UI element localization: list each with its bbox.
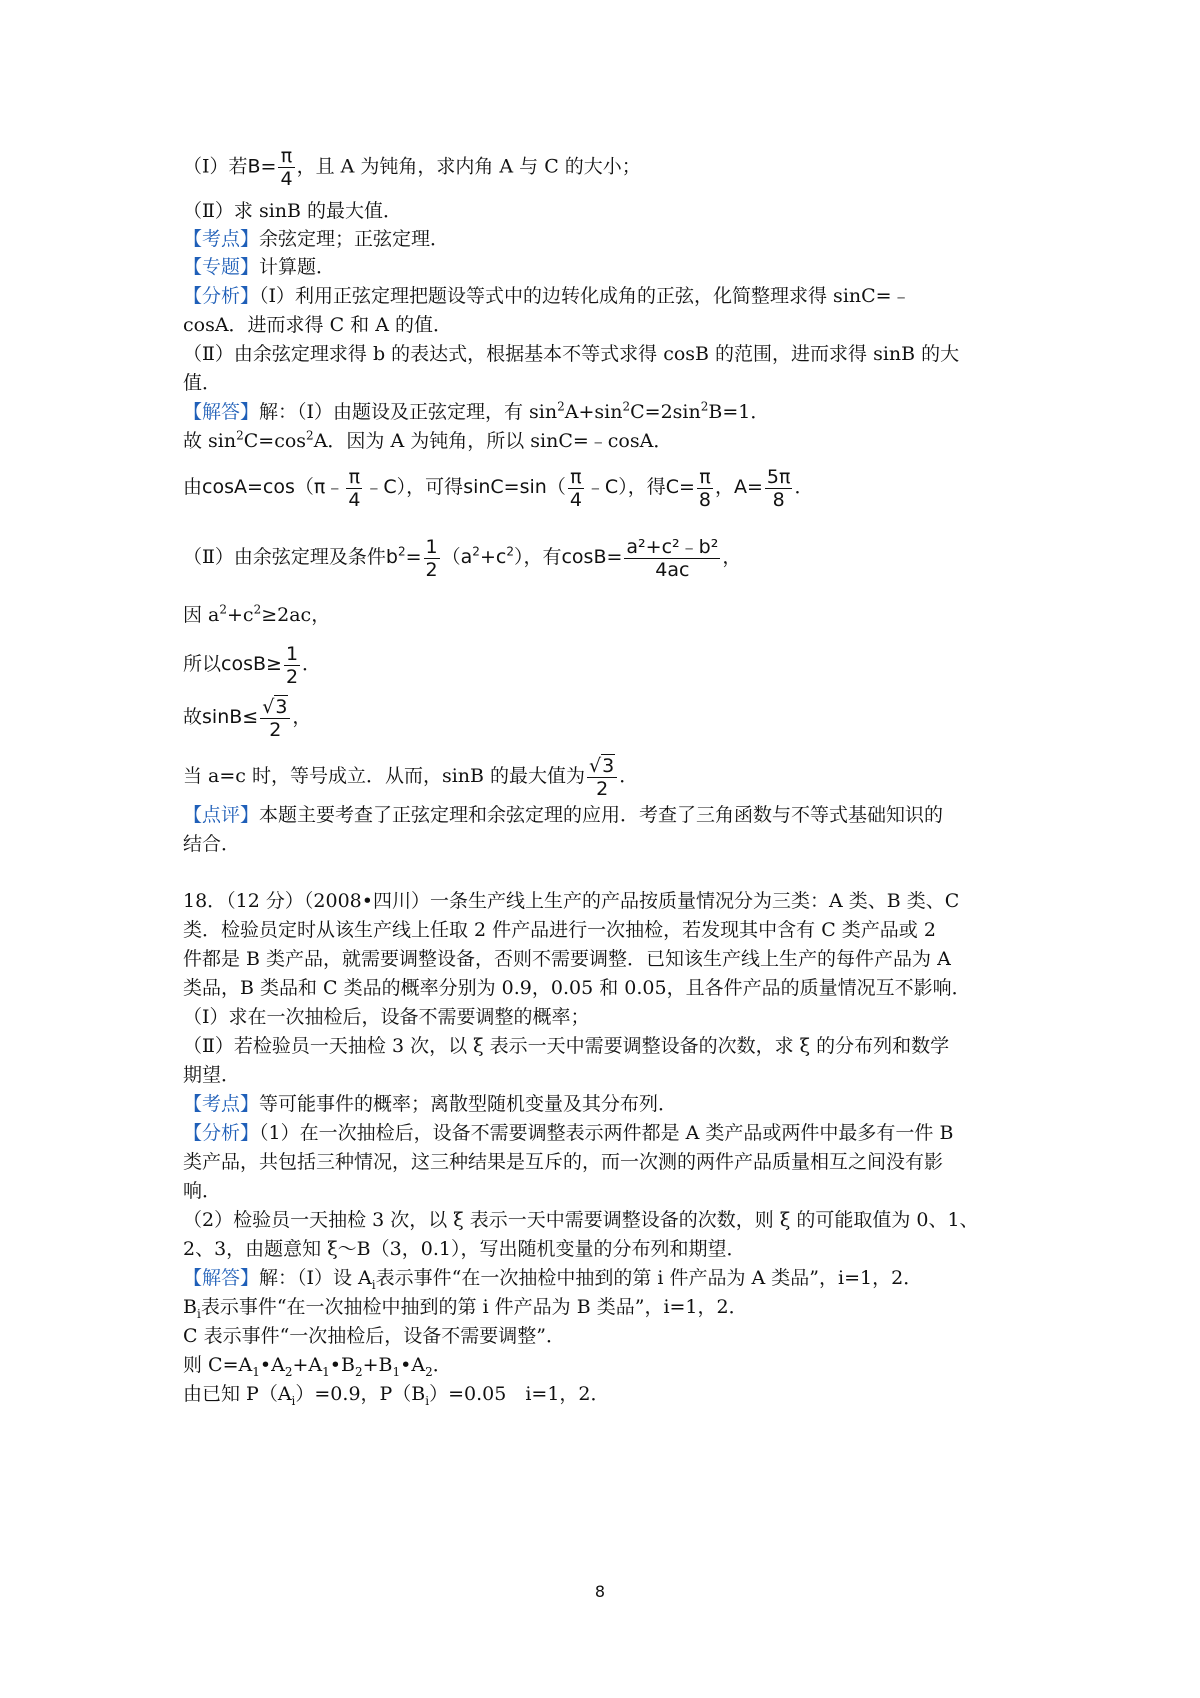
subscript-1: 1 [322, 1364, 330, 1379]
subscript-2: 2 [425, 1364, 433, 1379]
superscript-2: 2 [306, 428, 314, 443]
subscript-1: 1 [392, 1364, 401, 1379]
l6-frac-den: 2 [285, 665, 299, 688]
p18-line-1: 18．（12 分）（2008•四川）一条生产线上生产的产品按质量情况分为三类：A 类、B 类、C [183, 890, 960, 912]
fenxi-line-2: cosA．进而求得 C 和 A 的值． [183, 314, 452, 336]
jieda-line-5 [183, 601, 330, 629]
p18-fenxi-line-5: 2、3，由题意知 ξ～B（3，0.1），写出随机变量的分布列和期望． [183, 1238, 746, 1260]
p18-fenxi-line-3: 响． [183, 1180, 222, 1202]
p18-jieda-l2-a: B [183, 1296, 197, 1318]
l3-cos: cosA=cos（π﹣ [202, 476, 345, 498]
fenxi-text-1: （Ⅰ）利用正弦定理把题设等式中的边转化成角的正弦，化简整理求得 sinC=﹣ [259, 285, 911, 307]
p18-jieda-line-4 [183, 1351, 452, 1379]
l4-half-den: 2 [425, 558, 438, 581]
l3-c-close: ﹣C），得 [585, 476, 666, 498]
superscript-2: 2 [557, 399, 565, 414]
subscript-i: i [196, 1306, 201, 1321]
p18-l4-A: A [411, 1354, 426, 1376]
l3-a-eq: A= [734, 476, 763, 498]
jieda-l1-d: B=1． [708, 401, 770, 423]
sqrt-symbol: √3 [589, 754, 615, 777]
p18-line-4: 类品，B 类品和 C 类品的概率分别为 0.9，0.05 和 0.05，且各件产品的质量情况互不影响． [183, 977, 971, 999]
p18-l4-B: B [340, 1354, 355, 1376]
dianping-text-1: 本题主要考查了正弦定理和余弦定理的应用．考查了三角函数与不等式基础知识的 [259, 804, 944, 826]
jieda-tag: 【解答】 [183, 401, 260, 423]
jieda-line-3 [183, 463, 813, 511]
l8-frac-num [587, 755, 617, 778]
jieda-l1-c: C=2sin [630, 401, 701, 423]
superscript-2: 2 [397, 544, 406, 559]
p18-kaodian-line [183, 1090, 677, 1118]
jieda-line-6 [183, 640, 321, 688]
superscript-2: 2 [219, 602, 228, 617]
jieda-line-4 [183, 533, 741, 581]
kaodian-text: 余弦定理；正弦定理． [259, 228, 450, 250]
sqrt-radicand: 3 [602, 754, 615, 777]
p18-line-6: （Ⅱ）若检验员一天抽检 3 次，以 ξ 表示一天中需要调整设备的次数，求 ξ 的分布列和数学 [183, 1035, 950, 1057]
p18-l4-A: A [271, 1354, 285, 1376]
sqrt-symbol: √3 [262, 695, 288, 718]
fenxi-line-1 [183, 282, 911, 310]
jieda-l2-a: 故 sin [183, 430, 237, 452]
dot: • [329, 1354, 341, 1376]
p18-jieda-tag: 【解答】 [183, 1267, 260, 1289]
l3-comma: ， [714, 476, 734, 498]
plus: + [362, 1354, 379, 1376]
l3-frac2-den: 4 [569, 488, 582, 511]
jieda-l2-b: C=cos [243, 430, 307, 452]
dianping-line-2: 结合． [183, 833, 241, 855]
p18-jieda-l2-b: 表示事件“在一次抽检中抽到的第 i 件产品为 B 类品”，i=1，2． [200, 1296, 748, 1318]
page-number: 8 [594, 1582, 606, 1601]
l5-b: +c [227, 604, 254, 626]
jieda-line-2 [183, 427, 672, 455]
l6-frac-num: 1 [285, 642, 299, 665]
kaodian-tag: 【考点】 [183, 228, 260, 250]
dot: • [400, 1354, 412, 1376]
l4-frac [624, 536, 720, 581]
l3-frac3-den: 8 [698, 488, 711, 511]
p18-jieda-line-1 [183, 1264, 922, 1292]
q1-frac-den: 4 [280, 168, 293, 190]
plus: + [292, 1354, 309, 1376]
l4-end: ， [722, 546, 742, 568]
l4-half-num: 1 [425, 535, 438, 558]
l6-expr: cosB≥ [221, 653, 282, 675]
superscript-2: 2 [506, 544, 514, 559]
p18-kaodian-text: 等可能事件的概率；离散型随机变量及其分布列． [259, 1093, 678, 1115]
superscript-2: 2 [622, 399, 631, 414]
p18-l4-A: A [308, 1354, 323, 1376]
l8-end: ． [619, 765, 639, 787]
sqrt-radicand: 3 [275, 695, 288, 718]
kaodian-line [183, 225, 449, 253]
dianping-tag: 【点评】 [183, 804, 260, 826]
l7-frac-num [260, 696, 290, 719]
l3-mid: ﹣C），可得 [364, 476, 464, 498]
q1-frac-num: π [278, 145, 294, 168]
l8-frac [587, 755, 617, 800]
l4-cosb: cosB= [561, 546, 623, 568]
p18-line-2: 类．检验员定时从该生产线上任取 2 件产品进行一次抽检，若发现其中含有 C 类产品或 2 [183, 919, 936, 941]
p18-l4-a: 则 C=A [183, 1354, 253, 1376]
question-part-1 [183, 145, 641, 190]
p18-l4-B: B [378, 1354, 393, 1376]
l6-pre: 所以 [183, 653, 222, 675]
l5-c: ≥2ac， [261, 604, 331, 626]
l3-frac1 [346, 466, 362, 511]
p18-fenxi-line-1 [183, 1119, 953, 1147]
l4-pre: （Ⅱ）由余弦定理及条件 [183, 546, 386, 568]
subscript-1: 1 [252, 1364, 260, 1379]
subscript-i: i [371, 1277, 376, 1292]
p18-l5-c: ）=0.05 i=1，2． [429, 1383, 610, 1405]
superscript-2: 2 [700, 399, 709, 414]
l4-paren: （a [441, 546, 473, 568]
l3-sin: sinC=sin（ [463, 476, 566, 498]
superscript-2: 2 [472, 544, 480, 559]
l3-frac3-num: π [697, 466, 713, 489]
l3-frac2-num: π [568, 466, 584, 489]
subscript-i: i [425, 1393, 430, 1408]
subscript-2: 2 [284, 1364, 293, 1379]
l3-frac4 [765, 466, 793, 511]
p18-line-3: 件都是 B 类产品，就需要调整设备，否则不需要调整．已知该生产线上生产的每件产品为 A [183, 948, 951, 970]
l4-frac-den: 4ac [655, 558, 690, 581]
l7-expr: sinB≤ [202, 706, 259, 728]
jieda-l1-b: A+sin [564, 401, 623, 423]
q1-fraction [278, 145, 294, 190]
zhuanti-text: 计算题． [259, 256, 336, 278]
p18-jieda-line-5 [183, 1380, 610, 1408]
p18-l5-a: 由已知 P（A [183, 1383, 292, 1405]
l3-end: ． [794, 476, 814, 498]
dot: • [259, 1354, 272, 1376]
l4-eq: = [405, 546, 422, 568]
l6-frac [284, 643, 300, 688]
l7-frac-den: 2 [269, 718, 282, 741]
p18-line-5: （Ⅰ）求在一次抽检后，设备不需要调整的概率； [183, 1006, 590, 1028]
l3-you: 由 [183, 476, 203, 498]
fenxi-line-4: 值． [183, 372, 222, 394]
p18-jieda-line-2 [183, 1293, 748, 1321]
l7-pre: 故 [183, 706, 203, 728]
l4-b: b [385, 546, 398, 568]
l7-frac [260, 696, 290, 741]
p18-jieda-l1-a: 解：（Ⅰ）设 A [259, 1267, 372, 1289]
jieda-l2-c: A．因为 A 为钝角，所以 sinC=﹣cosA． [313, 430, 673, 452]
jieda-line-7 [183, 693, 311, 741]
dianping-line-1 [183, 801, 943, 829]
question-part-2: （Ⅱ）求 sinB 的最大值． [183, 200, 403, 222]
l8-pre: 当 a=c 时，等号成立．从而，sinB 的最大值为 [183, 765, 586, 787]
l3-frac1-num: π [346, 466, 362, 489]
l3-frac3 [697, 466, 713, 511]
jieda-line-1 [183, 398, 769, 426]
zhuanti-tag: 【专题】 [183, 256, 260, 278]
subscript-2: 2 [354, 1364, 363, 1379]
p18-fenxi-text-1: （1）在一次抽检后，设备不需要调整表示两件都是 A 类产品或两件中最多有一件 B [259, 1122, 954, 1144]
superscript-2: 2 [253, 602, 262, 617]
l7-end: ， [292, 706, 312, 728]
l4-half [424, 536, 440, 581]
p18-jieda-l1-b: 表示事件“在一次抽检中抽到的第 i 件产品为 A 类品”，i=1，2． [375, 1267, 923, 1289]
superscript-2: 2 [236, 428, 244, 443]
p18-jieda-line-3: C 表示事件“一次抽检后，设备不需要调整”． [183, 1325, 566, 1347]
p18-l4-end: ． [432, 1354, 452, 1376]
p18-fenxi-line-4: （2）检验员一天抽检 3 次，以 ξ 表示一天中需要调整设备的次数，则 ξ 的可能取值为 0、1、 [183, 1209, 979, 1231]
l3-c-eq: C= [665, 476, 695, 498]
p18-kaodian-tag: 【考点】 [183, 1093, 260, 1115]
l8-frac-den: 2 [596, 777, 609, 800]
zhuanti-line [183, 253, 335, 281]
l4-frac-num: a²+c²﹣b² [626, 535, 719, 558]
p18-fenxi-tag: 【分析】 [183, 1122, 260, 1144]
l6-end: ． [302, 653, 322, 675]
p18-l5-b: ）=0.9，P（B [295, 1383, 426, 1405]
fenxi-line-3: （Ⅱ）由余弦定理求得 b 的表达式，根据基本不等式求得 cosB 的范围，进而求得 sinB 的大 [183, 343, 960, 365]
l3-frac4-den: 8 [772, 488, 785, 511]
jieda-line-8 [183, 752, 638, 800]
l3-frac2 [568, 466, 584, 511]
q1-suffix: ，且 A 为钝角，求内角 A 与 C 的大小； [296, 155, 641, 178]
q1-eq-lhs: B= [247, 155, 277, 178]
p18-line-7: 期望． [183, 1064, 241, 1086]
subscript-i: i [291, 1393, 296, 1408]
l4-plus: +c [479, 546, 507, 568]
l3-frac1-den: 4 [348, 488, 361, 511]
l3-frac4-num: 5π [766, 465, 791, 488]
jieda-l1-a: 解：（Ⅰ）由题设及正弦定理，有 sin [259, 401, 558, 423]
l4-close: ），有 [513, 546, 562, 568]
fenxi-tag: 【分析】 [183, 285, 260, 307]
l5-a: 因 a [183, 604, 220, 626]
q1-prefix: （Ⅰ）若 [183, 155, 248, 178]
p18-fenxi-line-2: 类产品，共包括三种情况，这三种结果是互斥的，而一次测的两件产品质量相互之间没有影 [183, 1151, 944, 1173]
